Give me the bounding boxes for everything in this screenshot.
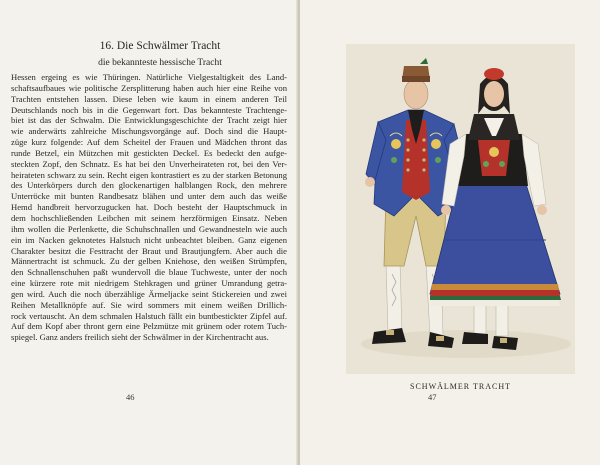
body-text-line: Reihen Metallknöpfe auf. Sie wird sommers mit einem weißen Drillich-: [11, 299, 287, 310]
body-text-line: Hemd handbreit hervorzugucken hat. Doch besteht der Hauptschmuck in: [11, 202, 287, 213]
body-text-line: Männertracht ist schmuck. Zu der gelben Kniehose, den weißen Strümpfen,: [11, 256, 287, 267]
left-page: [0, 0, 298, 465]
body-text-line: Unterröcke mit bunten Randbesatz blähen und unter dem auch das weiße: [11, 191, 287, 202]
body-text-line: Trachten entstehen lassen. Diese leben wie kaum in einem anderen Teil: [11, 93, 287, 104]
body-text-line: spiegel. Ganz anders freilich sieht der Schwälmer in der Kirchentracht aus.: [11, 332, 269, 343]
body-text-line: heirateten schwarz zu sein. Recht eigen kontrastiert es zu der starken Betonung: [11, 169, 287, 180]
body-text-line: eine kürzere rote mit niedrigem Stehkragen und grüner Umrandung getra-: [11, 278, 287, 289]
body-text-line: ein im Nacken geknotetes Halstuch nicht unbeachtet bleiben. Ganz eigenen: [11, 234, 287, 245]
illustration-caption: SCHWÄLMER TRACHT: [410, 382, 511, 391]
body-text-line: züge kurz folgende: Auf dem Scheitel der Frauen und Mädchen thront das: [11, 137, 287, 148]
chapter-title: 16. Die Schwälmer Tracht: [99, 40, 221, 52]
body-text-line: ihm wollen die Perlenkette, die Schuhschnallen und Gewandnesteln wie auch: [11, 223, 287, 234]
body-text-line: runde Betzel, ein Mützchen mit gestickten Deckel. Es bedeckt den aufge-: [11, 147, 287, 158]
body-text-line: gen wird. Auch die noch überzählige Ärmeljacke seint Stickereien und zwei: [11, 288, 287, 299]
body-text-line: wie anderwärts zahlreiche Mischungsvorgänge auf. Doch sind die Haupt-: [11, 126, 287, 137]
chapter-subtitle: die bekannteste hessische Tracht: [98, 58, 222, 68]
body-text: [11, 72, 287, 343]
body-text-line: steckten Zopf, den Schnatz. Es hat bei den Unverheirateten rot, bei den Ver-: [11, 158, 287, 169]
costume-illustration: [346, 44, 575, 374]
body-text-line: schaftsaufbaues wie politische Zersplitterung haben auch hier eine Reihe von: [11, 82, 287, 93]
body-text-line: den Schnallenschuhen paßt wundervoll die blaue Tuchweste, unter der noch: [11, 267, 287, 278]
body-text-line: rock vertauscht. An dem schmalen Halstuch fällt ein buntbestickter Zipfel auf.: [11, 310, 287, 321]
body-text-line: des Unterkörpers durch den glockenartigen halblangen Rock, den mehrere: [11, 180, 287, 191]
right-page: [300, 0, 600, 465]
body-text-line: Charakter besitzt die Festtracht der Braut und Brautjungfern. Aber auch die: [11, 245, 287, 256]
body-text-line: Auf dem Kopf aber thront gern eine Pelzmütze mit grünem oder rotem Tuch-: [11, 321, 287, 332]
body-text-line: Hessen ergeing es wie Thüringen. Natürliche Vielgestaltigkeit des Land-: [11, 72, 287, 82]
page-number-right: 47: [428, 392, 437, 402]
body-text-line: Deutschlands noch bis in die Gegenwart fort. Das bekannteste Trachtenge-: [11, 104, 287, 115]
page-number-left: 46: [126, 392, 135, 402]
body-text-line: biet ist das der Schwalm. Die Entwicklungsgeschichte der Tracht zeigt hier: [11, 115, 287, 126]
body-text-line: dem hochschließenden Leibchen mit seinem herzförmigen Einsatz. Neben: [11, 212, 287, 223]
